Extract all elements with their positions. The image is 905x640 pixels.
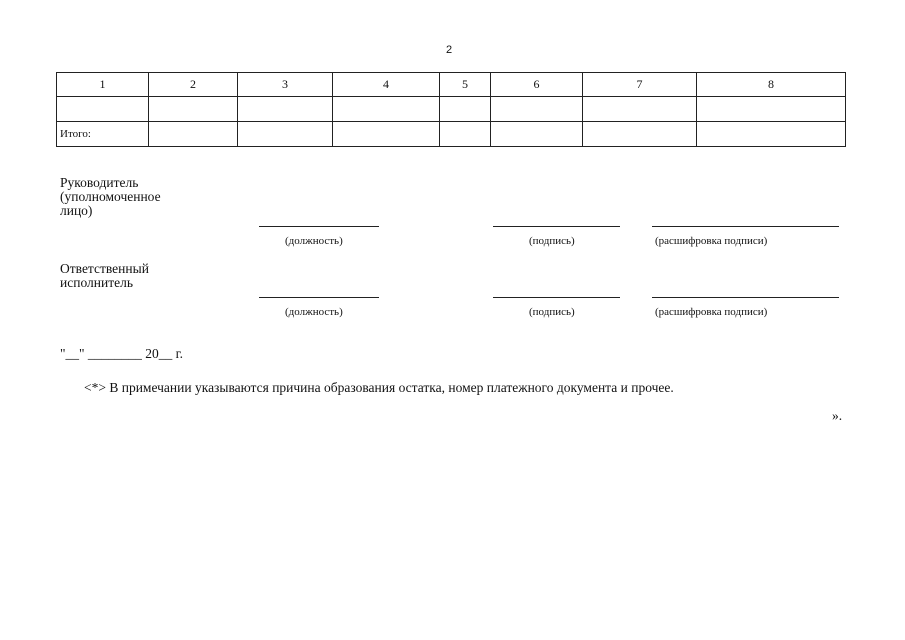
executor-signature-caption: (подпись) bbox=[529, 306, 575, 318]
column-header: 4 bbox=[333, 73, 440, 97]
table-cell bbox=[440, 97, 491, 122]
table-cell bbox=[583, 122, 697, 147]
executor-decoding-caption: (расшифровка подписи) bbox=[655, 306, 768, 318]
column-header: 2 bbox=[149, 73, 238, 97]
executor-title-line: Ответственный bbox=[60, 261, 149, 276]
closing-quote: ». bbox=[832, 408, 843, 423]
column-header: 8 bbox=[697, 73, 846, 97]
table-cell bbox=[491, 97, 583, 122]
column-header: 6 bbox=[491, 73, 583, 97]
manager-title bbox=[60, 176, 161, 218]
executor-title-line: исполнитель bbox=[60, 275, 133, 290]
table-cell bbox=[440, 122, 491, 147]
table-cell bbox=[697, 97, 846, 122]
table-cell bbox=[491, 122, 583, 147]
column-header: 7 bbox=[583, 73, 697, 97]
executor-position-line bbox=[259, 297, 379, 298]
date-line: "__" ________ 20__ г. bbox=[60, 346, 184, 361]
table-cell bbox=[57, 97, 149, 122]
table-cell bbox=[333, 97, 440, 122]
page-number: 2 bbox=[446, 44, 453, 56]
manager-decoding-caption: (расшифровка подписи) bbox=[655, 235, 768, 247]
executor-position-caption: (должность) bbox=[285, 306, 343, 318]
manager-decoding-line bbox=[652, 226, 839, 227]
table-cell bbox=[149, 97, 238, 122]
manager-signature-caption: (подпись) bbox=[529, 235, 575, 247]
manager-title-line: Руководитель bbox=[60, 175, 139, 190]
column-header: 1 bbox=[57, 73, 149, 97]
table-cell bbox=[583, 97, 697, 122]
table-cell bbox=[697, 122, 846, 147]
manager-title-line: (уполномоченное bbox=[60, 189, 161, 204]
table-cell bbox=[238, 97, 333, 122]
table-cell bbox=[333, 122, 440, 147]
manager-position-line bbox=[259, 226, 379, 227]
report-table bbox=[56, 72, 846, 147]
manager-title-line: лицо) bbox=[60, 203, 93, 218]
total-label: Итого: bbox=[57, 122, 149, 147]
table-cell bbox=[238, 122, 333, 147]
table-header-row bbox=[57, 73, 846, 97]
column-header: 5 bbox=[440, 73, 491, 97]
executor-signature-line bbox=[493, 297, 620, 298]
executor-decoding-line bbox=[652, 297, 839, 298]
total-row bbox=[57, 122, 846, 147]
footnote: <*> В примечании указываются причина образования остатка, номер платежного документа и прочее. bbox=[84, 380, 674, 395]
table-row bbox=[57, 97, 846, 122]
manager-position-caption: (должность) bbox=[285, 235, 343, 247]
executor-title bbox=[60, 262, 149, 290]
table-cell bbox=[149, 122, 238, 147]
manager-signature-line bbox=[493, 226, 620, 227]
column-header: 3 bbox=[238, 73, 333, 97]
